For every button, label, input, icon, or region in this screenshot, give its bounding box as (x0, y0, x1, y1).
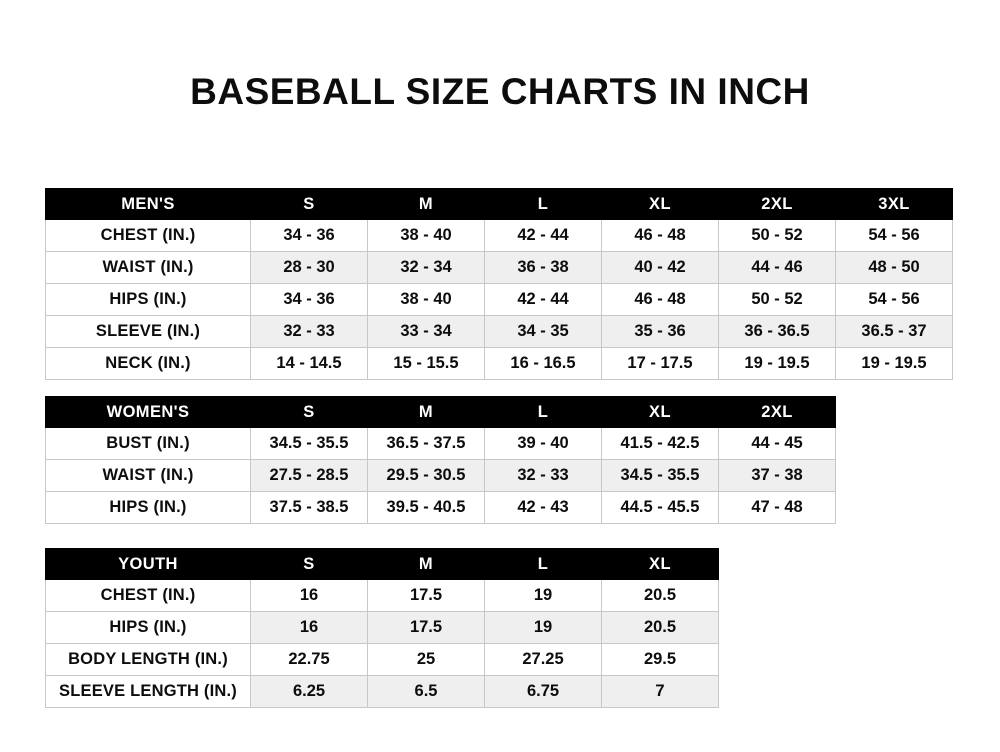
column-header: S (251, 549, 368, 580)
table-cell: 28 - 30 (251, 252, 368, 284)
table-cell: 27.5 - 28.5 (251, 460, 368, 492)
table-cell: 44 - 45 (719, 428, 836, 460)
row-label: CHEST (IN.) (46, 580, 251, 612)
table-cell: 17.5 (368, 580, 485, 612)
table-row (46, 252, 953, 284)
womens-table (45, 396, 836, 524)
column-header: M (368, 549, 485, 580)
table-cell: 40 - 42 (602, 252, 719, 284)
table-row (46, 428, 836, 460)
table-cell: 16 (251, 612, 368, 644)
table-row (46, 348, 953, 380)
column-header: XL (602, 549, 719, 580)
table-cell: 14 - 14.5 (251, 348, 368, 380)
table-cell: 29.5 (602, 644, 719, 676)
column-header: 2XL (719, 189, 836, 220)
row-label: HIPS (IN.) (46, 284, 251, 316)
table-cell: 20.5 (602, 612, 719, 644)
row-label: BODY LENGTH (IN.) (46, 644, 251, 676)
table-cell: 25 (368, 644, 485, 676)
table-cell: 32 - 34 (368, 252, 485, 284)
table-cell: 32 - 33 (251, 316, 368, 348)
table-cell: 54 - 56 (836, 284, 953, 316)
table-cell: 19 (485, 612, 602, 644)
row-label: HIPS (IN.) (46, 492, 251, 524)
table-cell: 35 - 36 (602, 316, 719, 348)
row-label: SLEEVE (IN.) (46, 316, 251, 348)
column-header: M (368, 397, 485, 428)
table-row (46, 580, 719, 612)
table-cell: 7 (602, 676, 719, 708)
table-cell: 36.5 - 37 (836, 316, 953, 348)
row-label: WAIST (IN.) (46, 460, 251, 492)
page-title: BASEBALL SIZE CHARTS IN INCH (190, 71, 810, 112)
table-cell: 29.5 - 30.5 (368, 460, 485, 492)
table-cell: 46 - 48 (602, 284, 719, 316)
column-header: 2XL (719, 397, 836, 428)
table-header-row (46, 189, 953, 220)
row-label: NECK (IN.) (46, 348, 251, 380)
table-cell: 19 - 19.5 (836, 348, 953, 380)
table-row (46, 284, 953, 316)
table-row (46, 612, 719, 644)
table-header-row (46, 549, 719, 580)
column-header: L (485, 397, 602, 428)
womens-size-chart (45, 396, 836, 524)
table-cell: 42 - 44 (485, 284, 602, 316)
table-cell: 16 (251, 580, 368, 612)
row-label: CHEST (IN.) (46, 220, 251, 252)
table-row (46, 460, 836, 492)
table-row (46, 492, 836, 524)
column-header: XL (602, 189, 719, 220)
column-header: L (485, 549, 602, 580)
table-cell: 6.5 (368, 676, 485, 708)
table-cell: 15 - 15.5 (368, 348, 485, 380)
column-header: L (485, 189, 602, 220)
table-header-row (46, 397, 836, 428)
table-cell: 33 - 34 (368, 316, 485, 348)
column-header: S (251, 189, 368, 220)
table-cell: 37.5 - 38.5 (251, 492, 368, 524)
table-cell: 17 - 17.5 (602, 348, 719, 380)
column-header: MEN'S (46, 189, 251, 220)
table-row (46, 644, 719, 676)
table-cell: 37 - 38 (719, 460, 836, 492)
table-cell: 42 - 43 (485, 492, 602, 524)
table-cell: 34 - 36 (251, 220, 368, 252)
table-cell: 47 - 48 (719, 492, 836, 524)
table-cell: 41.5 - 42.5 (602, 428, 719, 460)
table-cell: 44 - 46 (719, 252, 836, 284)
table-cell: 54 - 56 (836, 220, 953, 252)
row-label: HIPS (IN.) (46, 612, 251, 644)
table-cell: 16 - 16.5 (485, 348, 602, 380)
youth-size-chart (45, 548, 719, 708)
column-header: WOMEN'S (46, 397, 251, 428)
table-cell: 34.5 - 35.5 (251, 428, 368, 460)
column-header: M (368, 189, 485, 220)
table-cell: 38 - 40 (368, 220, 485, 252)
table-cell: 42 - 44 (485, 220, 602, 252)
table-cell: 19 (485, 580, 602, 612)
table-row (46, 316, 953, 348)
table-cell: 36 - 36.5 (719, 316, 836, 348)
column-header: S (251, 397, 368, 428)
row-label: BUST (IN.) (46, 428, 251, 460)
column-header: 3XL (836, 189, 953, 220)
table-cell: 34 - 35 (485, 316, 602, 348)
mens-table (45, 188, 953, 380)
column-header: YOUTH (46, 549, 251, 580)
table-cell: 17.5 (368, 612, 485, 644)
table-cell: 50 - 52 (719, 220, 836, 252)
table-cell: 19 - 19.5 (719, 348, 836, 380)
table-row (46, 220, 953, 252)
row-label: SLEEVE LENGTH (IN.) (46, 676, 251, 708)
table-cell: 39 - 40 (485, 428, 602, 460)
table-cell: 36.5 - 37.5 (368, 428, 485, 460)
table-cell: 34.5 - 35.5 (602, 460, 719, 492)
mens-size-chart (45, 188, 953, 380)
table-cell: 6.25 (251, 676, 368, 708)
row-label: WAIST (IN.) (46, 252, 251, 284)
table-cell: 32 - 33 (485, 460, 602, 492)
youth-table (45, 548, 719, 708)
table-cell: 34 - 36 (251, 284, 368, 316)
table-cell: 22.75 (251, 644, 368, 676)
table-cell: 48 - 50 (836, 252, 953, 284)
table-cell: 39.5 - 40.5 (368, 492, 485, 524)
table-cell: 36 - 38 (485, 252, 602, 284)
table-cell: 38 - 40 (368, 284, 485, 316)
column-header: XL (602, 397, 719, 428)
table-cell: 27.25 (485, 644, 602, 676)
table-cell: 20.5 (602, 580, 719, 612)
table-cell: 50 - 52 (719, 284, 836, 316)
table-cell: 6.75 (485, 676, 602, 708)
table-row (46, 676, 719, 708)
table-cell: 44.5 - 45.5 (602, 492, 719, 524)
table-cell: 46 - 48 (602, 220, 719, 252)
